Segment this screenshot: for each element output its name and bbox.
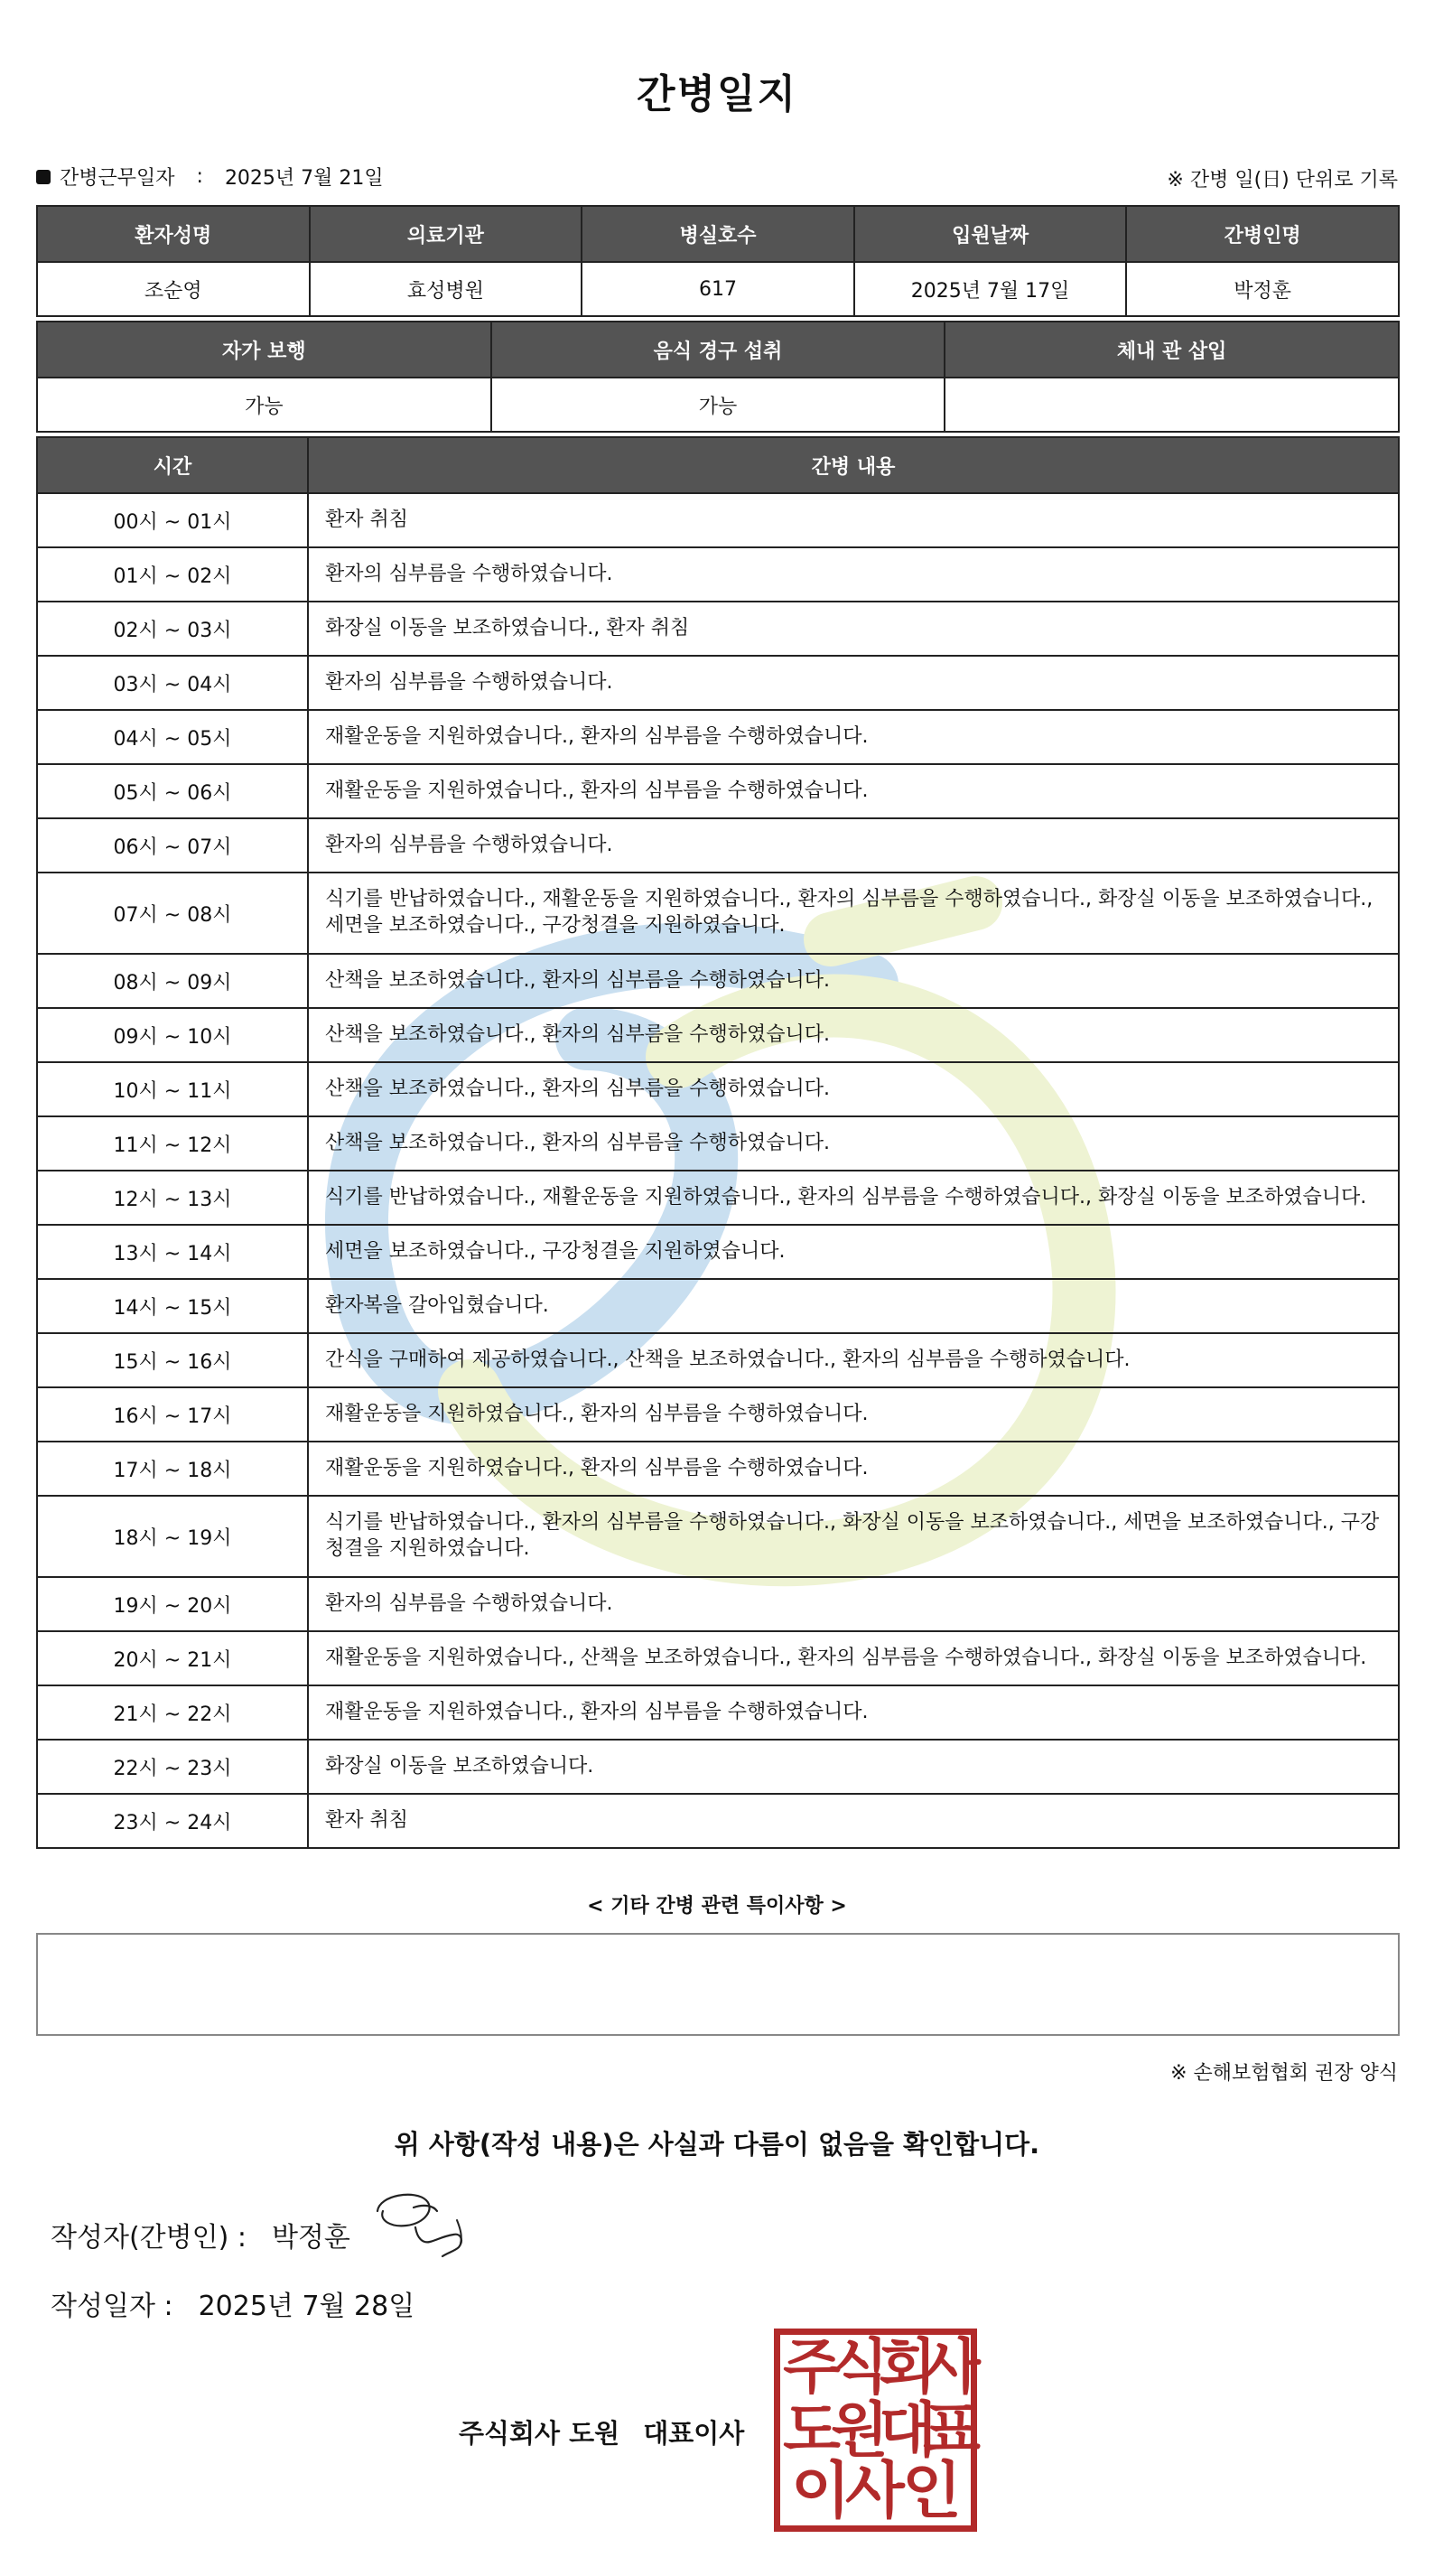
table-row bbox=[37, 818, 1399, 873]
care-content: 화장실 이동을 보조하였습니다. bbox=[308, 1740, 1399, 1794]
header-hospital: 의료기관 bbox=[310, 206, 582, 262]
table-row bbox=[37, 1116, 1399, 1171]
time-slot: 02시 ~ 03시 bbox=[37, 602, 308, 656]
care-content: 세면을 보조하였습니다., 구강청결을 지원하였습니다. bbox=[308, 1225, 1399, 1279]
patient-name: 조순영 bbox=[37, 262, 310, 316]
table-row bbox=[37, 710, 1399, 764]
table-row bbox=[37, 1577, 1399, 1631]
care-content: 재활운동을 지원하였습니다., 환자의 심부름을 수행하였습니다. bbox=[308, 710, 1399, 764]
svg-text:대: 대 bbox=[879, 2395, 936, 2465]
table-row bbox=[37, 873, 1399, 954]
table-row bbox=[37, 1442, 1399, 1496]
care-content: 환자 취침 bbox=[308, 1794, 1399, 1848]
write-date-label: 작성일자 : bbox=[51, 2291, 173, 2322]
svg-text:표: 표 bbox=[923, 2395, 981, 2465]
header-caregiver-name: 간병인명 bbox=[1126, 206, 1399, 262]
table-row bbox=[37, 1333, 1399, 1387]
header-room-number: 병실호수 bbox=[582, 206, 854, 262]
svg-text:이: 이 bbox=[791, 2456, 851, 2527]
writer-line bbox=[51, 2215, 350, 2254]
care-content: 재활운동을 지원하였습니다., 환자의 심부름을 수행하였습니다. bbox=[308, 1442, 1399, 1496]
table-row bbox=[37, 378, 1399, 432]
time-slot: 12시 ~ 13시 bbox=[37, 1171, 308, 1225]
care-content: 간식을 구매하여 제공하였습니다., 산책을 보조하였습니다., 환자의 심부름을 수행하였습니다. bbox=[308, 1333, 1399, 1387]
care-content: 식기를 반납하였습니다., 재활운동을 지원하였습니다., 환자의 심부름을 수행하였습니다., 화장실 이동을 보조하였습니다., 세면을 보조하였습니다., 구강청결을 지원하였습니다. bbox=[308, 873, 1399, 954]
table-row bbox=[37, 1631, 1399, 1685]
care-content: 식기를 반납하였습니다., 환자의 심부름을 수행하였습니다., 화장실 이동을 보조하였습니다., 세면을 보조하였습니다., 구강청결을 지원하였습니다. bbox=[308, 1496, 1399, 1577]
table-row bbox=[37, 1685, 1399, 1740]
oral-intake-value: 가능 bbox=[491, 378, 945, 432]
time-slot: 13시 ~ 14시 bbox=[37, 1225, 308, 1279]
hospital-name: 효성병원 bbox=[310, 262, 582, 316]
time-slot: 19시 ~ 20시 bbox=[37, 1577, 308, 1631]
handwritten-signature bbox=[370, 2184, 479, 2265]
table-row bbox=[37, 262, 1399, 316]
time-slot: 23시 ~ 24시 bbox=[37, 1794, 308, 1848]
svg-text:주: 주 bbox=[783, 2332, 841, 2402]
work-date-label: 간병근무일자 bbox=[60, 167, 175, 190]
seal-lettering bbox=[780, 2332, 981, 2527]
patient-status-table bbox=[36, 321, 1400, 433]
header-tube-insertion: 체내 관 삽입 bbox=[945, 322, 1399, 378]
table-row bbox=[37, 547, 1399, 602]
time-slot: 09시 ~ 10시 bbox=[37, 1008, 308, 1062]
svg-text:도: 도 bbox=[783, 2395, 841, 2465]
care-content: 환자복을 갈아입혔습니다. bbox=[308, 1279, 1399, 1333]
care-content: 환자의 심부름을 수행하였습니다. bbox=[308, 547, 1399, 602]
header-admission-date: 입원날짜 bbox=[854, 206, 1127, 262]
notes-title: < 기타 간병 관련 특이사항 > bbox=[587, 1895, 847, 1918]
company-seal-stamp bbox=[774, 2329, 981, 2532]
table-row bbox=[37, 493, 1399, 547]
header-care-content: 간병 내용 bbox=[308, 437, 1399, 493]
care-content: 환자 취침 bbox=[308, 493, 1399, 547]
write-date-value: 2025년 7월 28일 bbox=[198, 2291, 415, 2322]
care-content: 환자의 심부름을 수행하였습니다. bbox=[308, 818, 1399, 873]
table-row bbox=[37, 656, 1399, 710]
care-content: 산책을 보조하였습니다., 환자의 심부름을 수행하였습니다. bbox=[308, 1062, 1399, 1116]
table-row bbox=[37, 602, 1399, 656]
tube-insertion-value bbox=[945, 378, 1399, 432]
care-content: 환자의 심부름을 수행하였습니다. bbox=[308, 1577, 1399, 1631]
time-slot: 06시 ~ 07시 bbox=[37, 818, 308, 873]
table-row bbox=[37, 1225, 1399, 1279]
table-row bbox=[37, 1387, 1399, 1442]
table-row bbox=[37, 1008, 1399, 1062]
header-self-walking: 자가 보행 bbox=[37, 322, 491, 378]
notes-box bbox=[36, 1933, 1400, 2036]
room-number: 617 bbox=[582, 262, 854, 316]
time-slot: 03시 ~ 04시 bbox=[37, 656, 308, 710]
care-content: 화장실 이동을 보조하였습니다., 환자 취침 bbox=[308, 602, 1399, 656]
time-slot: 20시 ~ 21시 bbox=[37, 1631, 308, 1685]
svg-text:인: 인 bbox=[902, 2456, 962, 2527]
caregiver-name: 박정훈 bbox=[1126, 262, 1399, 316]
svg-text:원: 원 bbox=[831, 2395, 889, 2465]
bullet-square-icon bbox=[36, 170, 51, 184]
care-content: 산책을 보조하였습니다., 환자의 심부름을 수행하였습니다. bbox=[308, 1008, 1399, 1062]
table-row bbox=[37, 1171, 1399, 1225]
table-row bbox=[37, 954, 1399, 1008]
company-name: 주식회사 도원 bbox=[459, 2418, 620, 2449]
care-content: 산책을 보조하였습니다., 환자의 심부름을 수행하였습니다. bbox=[308, 954, 1399, 1008]
writer-name: 박정훈 bbox=[271, 2222, 350, 2254]
time-slot: 14시 ~ 15시 bbox=[37, 1279, 308, 1333]
table-header-row bbox=[37, 206, 1399, 262]
care-content: 재활운동을 지원하였습니다., 환자의 심부름을 수행하였습니다. bbox=[308, 764, 1399, 818]
header-time: 시간 bbox=[37, 437, 308, 493]
header-patient-name: 환자성명 bbox=[37, 206, 310, 262]
care-content: 환자의 심부름을 수행하였습니다. bbox=[308, 656, 1399, 710]
svg-text:회: 회 bbox=[879, 2332, 936, 2402]
time-slot: 10시 ~ 11시 bbox=[37, 1062, 308, 1116]
work-date-colon: : bbox=[196, 165, 203, 188]
form-recommendation-note: ※ 손해보험협회 권장 양식 bbox=[1170, 2062, 1398, 2085]
work-date-line bbox=[36, 163, 384, 191]
care-content: 재활운동을 지원하였습니다., 환자의 심부름을 수행하였습니다. bbox=[308, 1387, 1399, 1442]
svg-text:사: 사 bbox=[845, 2456, 905, 2527]
time-slot: 07시 ~ 08시 bbox=[37, 873, 308, 954]
writer-label: 작성자(간병인) : bbox=[51, 2222, 247, 2254]
svg-text:식: 식 bbox=[831, 2332, 889, 2402]
company-representative: 대표이사 bbox=[643, 2418, 745, 2449]
table-row bbox=[37, 1496, 1399, 1577]
table-row bbox=[37, 1794, 1399, 1848]
time-slot: 21시 ~ 22시 bbox=[37, 1685, 308, 1740]
table-row bbox=[37, 764, 1399, 818]
self-walking-value: 가능 bbox=[37, 378, 491, 432]
document-title: 간병일지 bbox=[636, 71, 797, 117]
time-slot: 00시 ~ 01시 bbox=[37, 493, 308, 547]
record-unit-note: ※ 간병 일(日) 단위로 기록 bbox=[1167, 169, 1398, 191]
time-slot: 01시 ~ 02시 bbox=[37, 547, 308, 602]
care-content: 식기를 반납하였습니다., 재활운동을 지원하였습니다., 환자의 심부름을 수행하였습니다., 화장실 이동을 보조하였습니다. bbox=[308, 1171, 1399, 1225]
svg-text:사: 사 bbox=[923, 2332, 981, 2402]
confirmation-statement: 위 사항(작성 내용)은 사실과 다름이 없음을 확인합니다. bbox=[394, 2129, 1040, 2160]
header-oral-intake: 음식 경구 섭취 bbox=[491, 322, 945, 378]
table-header-row bbox=[37, 437, 1399, 493]
time-slot: 04시 ~ 05시 bbox=[37, 710, 308, 764]
care-log-body bbox=[37, 493, 1399, 1848]
care-content: 산책을 보조하였습니다., 환자의 심부름을 수행하였습니다. bbox=[308, 1116, 1399, 1171]
write-date-line bbox=[51, 2283, 414, 2323]
hourly-care-log-table bbox=[36, 436, 1400, 1849]
care-content: 재활운동을 지원하였습니다., 산책을 보조하였습니다., 환자의 심부름을 수행하였습니다., 화장실 이동을 보조하였습니다. bbox=[308, 1631, 1399, 1685]
time-slot: 22시 ~ 23시 bbox=[37, 1740, 308, 1794]
time-slot: 05시 ~ 06시 bbox=[37, 764, 308, 818]
time-slot: 16시 ~ 17시 bbox=[37, 1387, 308, 1442]
time-slot: 17시 ~ 18시 bbox=[37, 1442, 308, 1496]
work-date-value: 2025년 7월 21일 bbox=[224, 167, 384, 190]
care-content: 재활운동을 지원하였습니다., 환자의 심부름을 수행하였습니다. bbox=[308, 1685, 1399, 1740]
table-header-row bbox=[37, 322, 1399, 378]
company-line bbox=[459, 2413, 744, 2450]
time-slot: 18시 ~ 19시 bbox=[37, 1496, 308, 1577]
table-row bbox=[37, 1062, 1399, 1116]
time-slot: 15시 ~ 16시 bbox=[37, 1333, 308, 1387]
table-row bbox=[37, 1279, 1399, 1333]
table-row bbox=[37, 1740, 1399, 1794]
patient-info-table bbox=[36, 205, 1400, 317]
time-slot: 08시 ~ 09시 bbox=[37, 954, 308, 1008]
admission-date: 2025년 7월 17일 bbox=[854, 262, 1127, 316]
time-slot: 11시 ~ 12시 bbox=[37, 1116, 308, 1171]
